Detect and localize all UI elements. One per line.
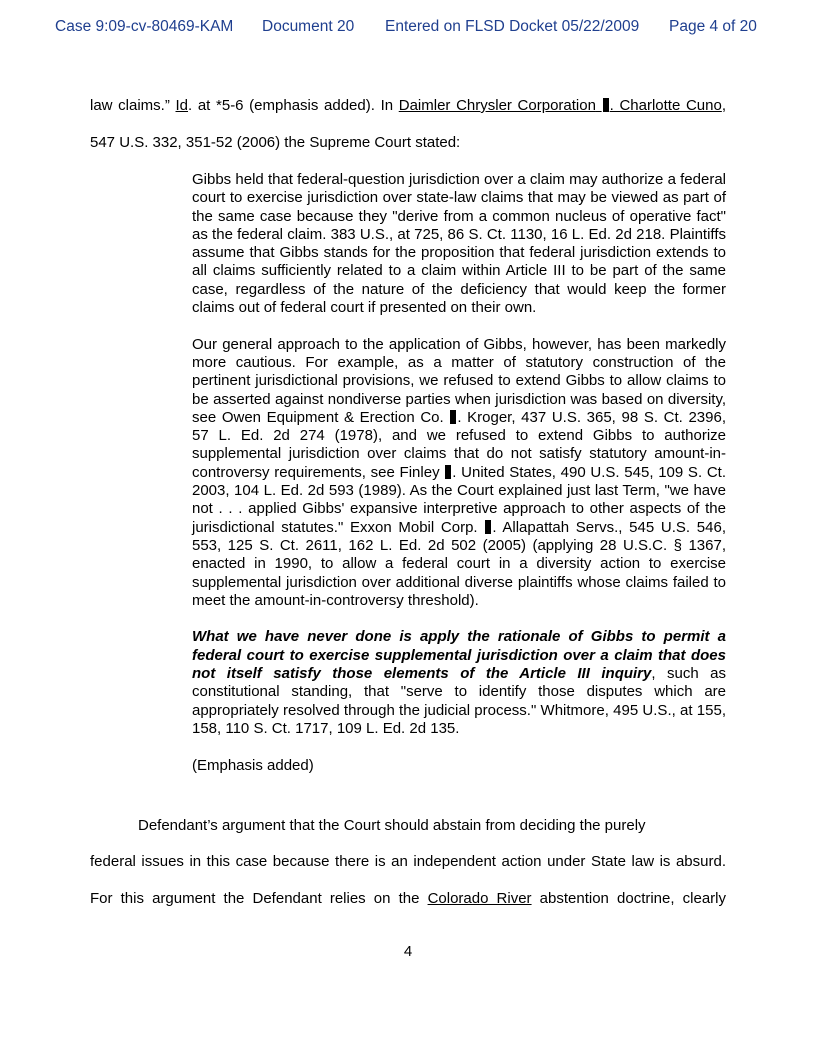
header-case-number: Case 9:09-cv-80469-KAM bbox=[55, 18, 234, 35]
quote-p2-part-b: . Kroger, 437 U.S. 365, 98 S. Ct. 2396, 57 L. Ed. 2d 274 (1978), and we refused to extend Gibbs to authorize supplemental jurisdiction over claims that do not satisfy statutory amount-in-controversy requirements, see Finley bbox=[192, 408, 726, 481]
quote-p2-part-c: . United States, 490 U.S. 545, 109 S. Ct. 2003, 104 L. Ed. 2d 593 (1989). As the Court explained just last Term, "we have not . . . applied Gibbs' expansive interpretive approach to other aspects of the jurisdictional statutes." Exxon Mobil Corp. bbox=[192, 463, 726, 536]
quote-p3-rest: , such as constitutional standing, that "serve to identify those disputes which are appropriately resolved through the judicial process." Whitmore, 495 U.S., at 155, 158, 110 S. Ct. 1717, 109 L. Ed. 2d 135. bbox=[192, 665, 726, 737]
quote-paragraph-3 bbox=[192, 628, 726, 738]
line1-pre: law claims.” bbox=[90, 97, 176, 114]
redaction-mark bbox=[445, 465, 451, 479]
case-name-part-a: Daimler Chrysler Corporation bbox=[398, 97, 596, 114]
redaction-mark bbox=[603, 98, 609, 112]
redaction-mark bbox=[450, 410, 456, 424]
line5-post: abstention doctrine, clearly bbox=[531, 890, 726, 907]
line1-mid: . at *5-6 (emphasis added). In bbox=[188, 97, 399, 114]
body-line-3: Defendant’s argument that the Court should abstain from deciding the purely bbox=[138, 817, 646, 834]
quote-p2-part-a: Our general approach to the application of Gibbs, however, has been markedly more cautious. For example, as a matter of statutory construction of the pertinent jurisdictional provisions, we refused to extend Gibbs to allow claims to be asserted against nondiverse parties when jurisdiction was based on diversity, see Owen Equipment & Erection Co. bbox=[192, 335, 726, 426]
emphasis-note: (Emphasis added) bbox=[192, 756, 314, 774]
quote-p2-part-d: . Allapattah Servs., 545 U.S. 546, 553, 125 S. Ct. 2611, 162 L. Ed. 2d 502 (2005) (applying 28 U.S.C. § 1367, enacted in 1990, to allow a federal court in a diversity action to exercise supplemental jurisdiction over additional diverse plaintiffs whose claims failed to meet the amount-in-controversy threshold). bbox=[192, 518, 726, 609]
line1-post: , bbox=[721, 97, 727, 114]
block-quote bbox=[192, 171, 726, 775]
case-name-daimler bbox=[399, 97, 722, 114]
case-name-colorado-river: Colorado River bbox=[427, 890, 532, 907]
line5-pre: For this argument the Defendant relies on the bbox=[90, 890, 428, 907]
redaction-mark bbox=[485, 520, 491, 534]
body-line-4: federal issues in this case because there is an independent action under State law is absurd. bbox=[90, 853, 726, 870]
header-document-number: Document 20 bbox=[262, 18, 355, 35]
page-number: 4 bbox=[403, 943, 413, 960]
header-entered-date: Entered on FLSD Docket 05/22/2009 bbox=[385, 18, 640, 35]
body-line-5 bbox=[90, 890, 726, 908]
quote-paragraph-1: Gibbs held that federal-question jurisdiction over a claim may authorize a federal court to exercise jurisdiction over state-law claims that may be viewed as part of the same case because they "derive from a common nucleus of operative fact" as the federal claim. 383 U.S., at 725, 86 S. Ct. 1130, 16 L. Ed. 2d 218. Plaintiffs assume that Gibbs stands for the proposition that federal jurisdiction extends to all claims sufficiently related to a claim within Article III to be part of the same case, regardless of the nature of the deficiency that would keep the former claims out of federal court if presented on their own. bbox=[192, 171, 726, 317]
citation-id: Id bbox=[175, 97, 189, 114]
quote-paragraph-2 bbox=[192, 336, 726, 610]
quote-emphasis: What we have never done is apply the rationale of Gibbs to permit a federal court to exercise supplemental jurisdiction over a claim that does not itself satisfy those elements of the Article III inquiry bbox=[192, 628, 726, 683]
body-line-2: 547 U.S. 332, 351-52 (2006) the Supreme Court stated: bbox=[90, 134, 461, 151]
header-page-count: Page 4 of 20 bbox=[669, 18, 757, 35]
case-name-part-b: . Charlotte Cuno bbox=[609, 97, 722, 114]
body-line-1 bbox=[90, 97, 726, 115]
